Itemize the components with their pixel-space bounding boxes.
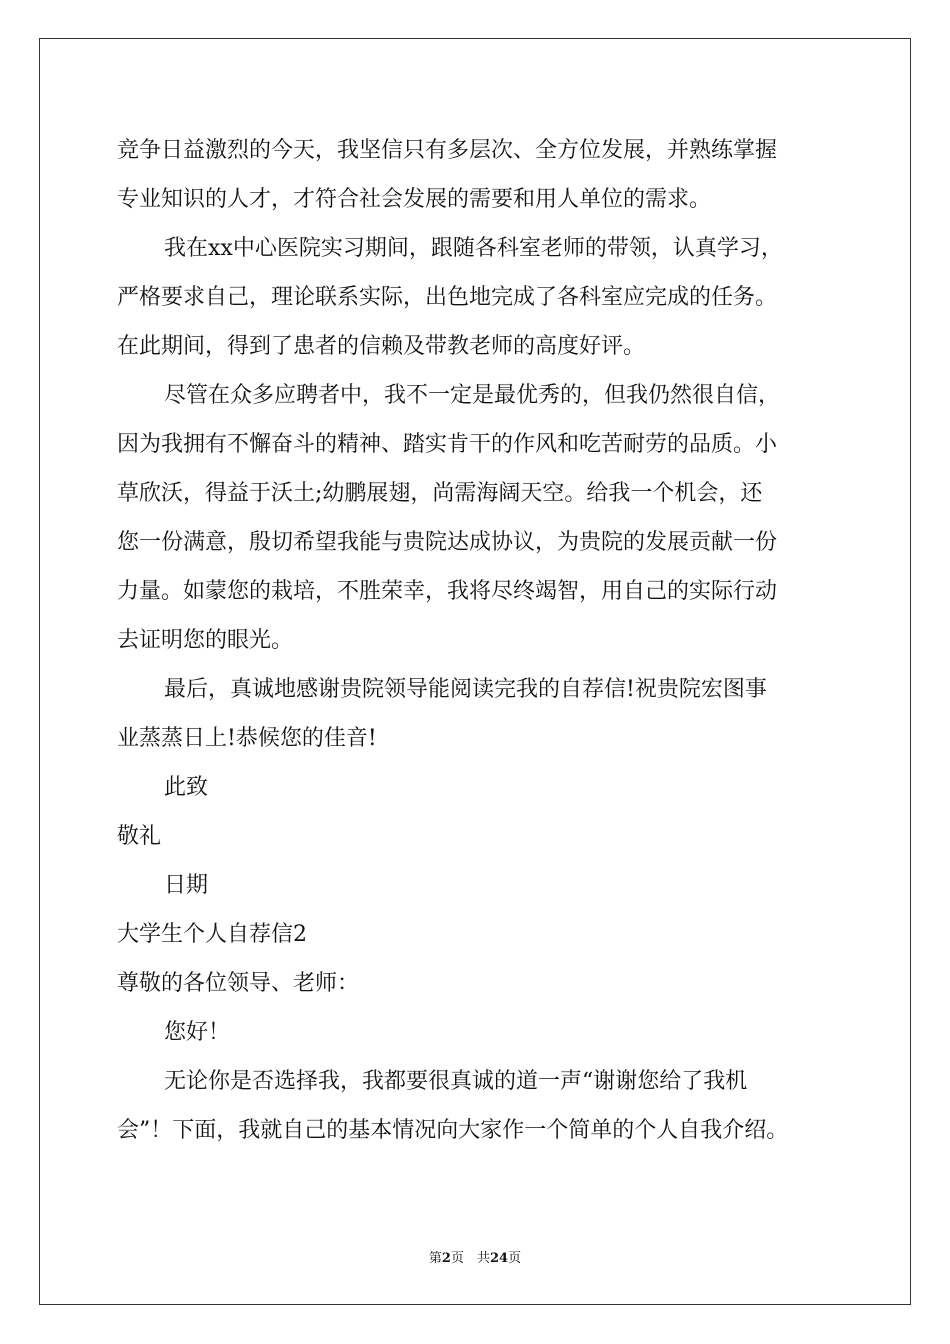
text-line: 您一份满意，殷切希望我能与贵院达成协议，为贵院的发展贡献一份 <box>117 530 778 555</box>
footer-prefix: 第 <box>428 1251 442 1266</box>
text-line: 尽管在众多应聘者中，我不一定是最优秀的，但我仍然很自信， <box>164 383 781 408</box>
text-line: 力量。如蒙您的栽培，不胜荣幸，我将尽终竭智，用自己的实际行动 <box>117 579 778 604</box>
text-line: 我在xx中心医院实习期间，跟随各科室老师的带领，认真学习， <box>164 236 783 261</box>
text-line: 去证明您的眼光。 <box>117 628 294 653</box>
text-line: 此致 <box>164 775 209 800</box>
text-line: 严格要求自己，理论联系实际，出色地完成了各科室应完成的任务。 <box>117 285 778 310</box>
text-line: 尊敬的各位领导、老师： <box>117 971 360 996</box>
text-line: 竞争日益激烈的今天，我坚信只有多层次、全方位发展，并熟练掌握 <box>117 138 778 163</box>
text-line: 因为我拥有不懈奋斗的精神、踏实肯干的作风和吃苦耐劳的品质。小 <box>117 432 778 457</box>
document-body <box>117 126 837 1155</box>
text-line: 业蒸蒸日上!恭候您的佳音! <box>117 726 377 751</box>
text-line: 日期 <box>164 873 209 898</box>
current-page-number: 2 <box>441 1251 451 1266</box>
total-page-count: 24 <box>489 1251 509 1266</box>
text-line: 大学生个人自荐信2 <box>117 922 307 947</box>
footer-middle: 页 共 <box>450 1251 490 1266</box>
text-line: 会”！下面，我就自己的基本情况向大家作一个简单的个人自我介绍。 <box>117 1118 789 1143</box>
text-line: 最后，真诚地感谢贵院领导能阅读完我的自荐信!祝贵院宏图事 <box>164 677 767 702</box>
footer-suffix: 页 <box>508 1251 522 1266</box>
text-line: 您好！ <box>164 1020 231 1045</box>
page-footer <box>0 1247 950 1266</box>
text-line: 敬礼 <box>117 824 162 849</box>
text-line: 无论你是否选择我，我都要很真诚的道一声“谢谢您给了我机 <box>164 1069 748 1094</box>
text-line: 专业知识的人才，才符合社会发展的需要和用人单位的需求。 <box>117 187 712 212</box>
text-line: 在此期间，得到了患者的信赖及带教老师的高度好评。 <box>117 334 646 359</box>
text-line: 草欣沃，得益于沃土;幼鹏展翅，尚需海阔天空。给我一个机会，还 <box>117 481 763 506</box>
